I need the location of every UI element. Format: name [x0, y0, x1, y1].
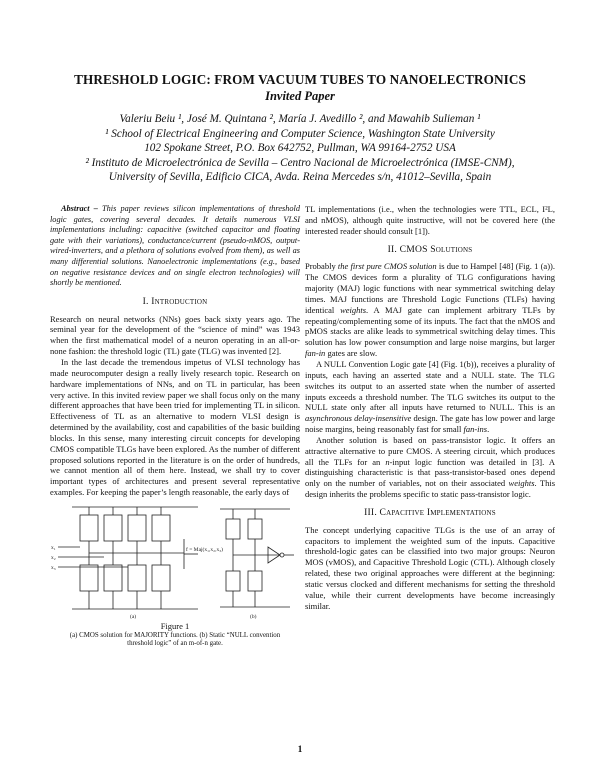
cmos-p3-a: Another solution is based on pass-transistor logic. It offers an attractive alternative to pure CMOS. A steering circuit, which produces all the TLFs for an [305, 434, 555, 467]
input-x2-label: x₂ [51, 554, 56, 561]
intro-paragraph-2: In the last decade the tremendous impetus of VLSI technology has made neurocomputer design a really lively research topic. Research on hardware implementations of NNs, and on TL in particular, has been very active. In this invited review paper we shall focus only on the many different approaches that have been tried for implementing TL in silicon. Effectiveness of TL as an alternative to modern VLSI design is determined by the availability, cost and capabilities of the basic building blocks. In this sense, many interesting circuit concepts for developing CMOS compatible TLGs have been explored. As the number of different proposed solutions reported in the literature is on the order of hundreds, we cannot mention all of them here. Instead, we shall try to cover important types of architectures and present several representative examples. For keeping the paper’s length reasonable, the early days of [50, 356, 300, 498]
circuit-diagram [50, 499, 300, 619]
cmos-p3-emph: n [385, 456, 390, 467]
subfig-a-label: (a) [130, 613, 137, 619]
input-x3-label: x₃ [51, 564, 56, 571]
cmos-p2-emph: asynchronous delay-insensitive [305, 413, 412, 424]
cmos-p1-b: is due to Hampel [48] (Fig. 1 (a)). The CMOS devices form a plurality of TLG configurations having majority (MAJ) logic functions with near symmetrical switching delay times. MAJ functions are Threshold Logic Functions (TLFs) having identical [305, 261, 555, 315]
cmos-p1-emph2: weights [340, 304, 367, 315]
abstract-text: This paper reviews silicon implementations of threshold logic gates, covering several decades. It details numerous VLSI implementations including: capacitive (switched capacitor and floating gate with their variations), conductance/current (pseudo-nMOS, output-wired-inverters, and a plethora of solutions evolved from them), as well as many differential solutions. Nanoelectronic implementations (e.g., based on negative resistance devices and on single electron technologies) will shortly be mentioned. [50, 204, 300, 288]
affiliation-1-address: 102 Spokane Street, P.O. Box 642752, Pullman, WA 99164-2752 USA [144, 142, 456, 155]
intro-paragraph-1: Research on neural networks (NNs) goes back sixty years ago. The seminal year for the development of the “science of mind” was 1943 when the first mathematical model of a neuron operating in an all-or-none fashion: the threshold logic (TL) gate (TLG) was invented [2]. [50, 313, 300, 357]
output-label: f = Maj(x₁,x₂,x₃) [186, 546, 223, 553]
author-block [0, 112, 600, 185]
figure-title: Figure 1 [160, 620, 190, 631]
cmos-p2-b: design. The gate has low power and large noise margins, being reasonably fast for small [305, 413, 555, 435]
paper-title: THRESHOLD LOGIC: FROM VACUUM TUBES TO NANOELECTRONICS [74, 72, 526, 87]
affiliation-2: ² Instituto de Microelectrónica de Sevilla – Centro Nacional de Microelectrónica (IMSE-CNM), [85, 156, 515, 169]
cmos-paragraph-2 [305, 359, 555, 435]
figure-1-circuits [50, 499, 300, 619]
affiliation-2-address: University of Sevilla, Edificio CICA, Avda. Reina Mercedes s/n, 41012–Sevilla, Spain [108, 171, 492, 184]
paper-subtitle: Invited Paper [265, 89, 335, 103]
right-column [305, 204, 555, 612]
cmos-p2-emph2: fan-ins [463, 424, 488, 435]
cmos-p1-emph: the first pure CMOS solution [337, 261, 437, 272]
cmos-p3-b: -input logic function was detailed in [3]. A distinguishing characteristic is that pass-transistor-based ones depend only on the number of variables, not on their associated [305, 456, 555, 489]
cmos-p3-c: . This design inherits the problems specific to static pass-transistor logic. [305, 478, 555, 500]
cmos-p3-emph2: weights [508, 478, 535, 489]
cmos-p2-a: A NULL Convention Logic gate [4] (Fig. 1(b)), receives a plurality of inputs, each having an asserted state and a NULL state. The TLG switches its output to an asserted state when the number of asserted inputs exceeds a threshold number. The TLG switches its output to the NULL state only after all inputs have returned to NULL. This is an [305, 358, 555, 413]
page-number: 1 [297, 744, 303, 755]
cmos-paragraph-3 [305, 435, 555, 500]
cmos-p1-emph3: fan-in [305, 348, 326, 359]
cmos-p1-d: gates are slow. [325, 348, 378, 359]
continued-paragraph: TL implementations (i.e., when the technologies were TTL, ECL, I²L, and nMOS), although quite instructive, will not be covered here (the interested reader should consult [1]). [305, 204, 555, 236]
abstract-label: Abstract – [61, 204, 98, 213]
cmos-paragraph-1 [305, 261, 555, 359]
capacitive-paragraph-1: The concept underlying capacitive TLGs is the use of an array of capacitors to implement the weighted sum of the inputs. Capacitive threshold-logic gates can be classified into two major groups: Neuron MOS (vMOS), and Capacitive Threshold Logic (CTL). Although closely related, these two original approaches were different at the beginning: static versus clocked and different mechanisms for setting the threshold value, while their current developments have become increasingly similar. [305, 524, 555, 611]
affiliation-1: ¹ School of Electrical Engineering and Computer Science, Washington State University [105, 127, 495, 140]
figure-caption: (a) CMOS solution for MAJORITY functions. (b) Static “NULL convention threshold logic” of an m-of-n gate. [69, 631, 281, 648]
left-column [50, 204, 300, 649]
abstract [50, 204, 300, 289]
section-heading-introduction: I. Introduction [142, 295, 208, 307]
section-heading-cmos: II. CMOS Solutions [387, 243, 473, 255]
cmos-p1-a: Probably [305, 261, 338, 272]
section-heading-capacitive: III. Capacitive Implementations [364, 506, 496, 518]
input-x1-label: x₁ [51, 544, 56, 551]
cmos-p2-c: . [487, 424, 490, 435]
cmos-p1-c: . A MAJ gate can implement arbitrary TLFs by repeating/complementing some of its inputs. The fact that the nMOS and pMOS stacks are alike leads to symmetrical switching delay times. This solution has low power consumption and large noise margins, but larger [305, 304, 555, 348]
author-names: Valeriu Beiu ¹, José M. Quintana ², María J. Avedillo ², and Mawahib Sulieman ¹ [119, 113, 481, 125]
subfig-b-label: (b) [250, 613, 257, 619]
